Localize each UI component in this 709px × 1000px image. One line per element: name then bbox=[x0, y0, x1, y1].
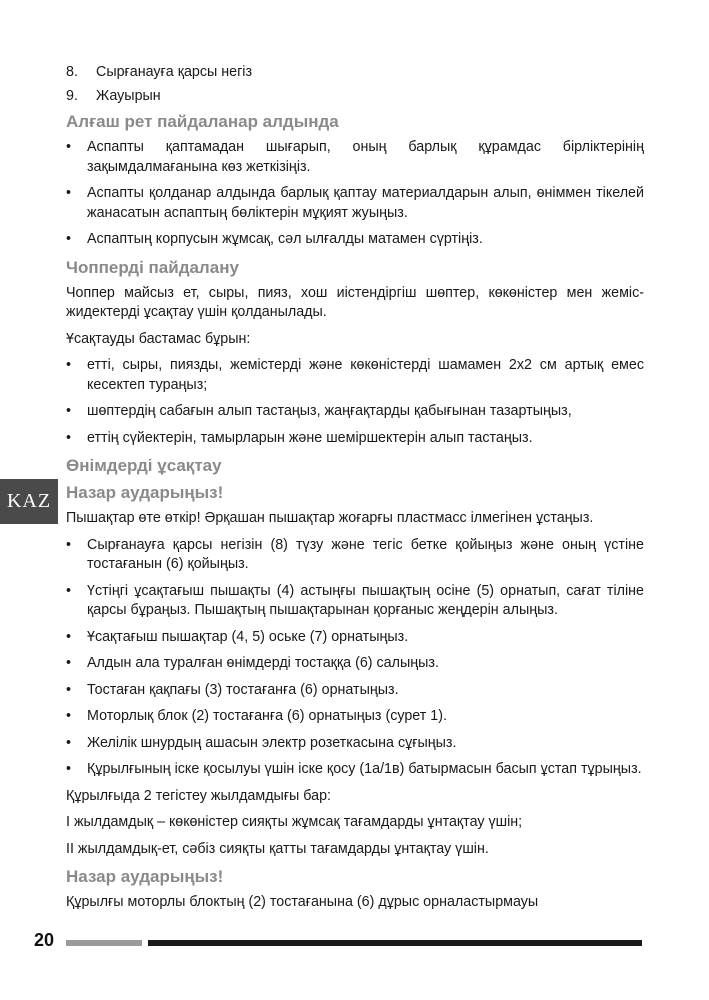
list-item: • Аспапты қолданар алдында барлық қаптау материалдарын алып, өніммен тікелей жанасатын аспаптың бөліктерін мұқият жуыңыз. bbox=[66, 185, 644, 221]
paragraph: II жылдамдық-ет, сәбіз сияқты қатты тағамдарды ұнтақтау үшін. bbox=[66, 840, 489, 857]
list-item: • етті, сыры, пиязды, жемістерді және көкөністерді шамамен 2х2 см артық емес кесектеп тураңыз; bbox=[66, 357, 644, 393]
section-heading-chopping: Өнімдерді ұсақтау bbox=[66, 456, 222, 475]
paragraph: Құрылғыда 2 тегістеу жылдамдығы бар: bbox=[66, 787, 332, 804]
paragraph: Ұсақтауды бастамас бұрын: bbox=[66, 330, 251, 347]
list-item: • Құрылғының іске қосылуы үшін іске қосу (1а/1в) батырмасын басып ұстап тұрыңыз. bbox=[66, 761, 642, 777]
chopping-steps-list bbox=[66, 536, 644, 780]
language-tab: KAZ bbox=[0, 479, 58, 524]
page-number: 20 bbox=[34, 930, 55, 950]
footer-bar-black bbox=[148, 940, 642, 946]
section-heading-chopper-use: Чопперді пайдалану bbox=[66, 257, 239, 277]
list-item bbox=[66, 63, 644, 83]
paragraph: Құрылғы моторлы блоктың (2) тостағанына (6) дұрыс орналастырмауы bbox=[66, 894, 539, 910]
warning-text: Пышақтар өте өткір! Әрқашан пышақтар жоғарғы пластмасс ілмегінен ұстаңыз. bbox=[66, 510, 594, 526]
section-heading-first-use: Алғаш рет пайдаланар алдында bbox=[66, 112, 339, 131]
list-item: • Желілік шнурдың ашасын электр розеткасына сұғыңыз. bbox=[66, 734, 457, 751]
item-number: 9. bbox=[66, 87, 78, 104]
warning-heading: Назар аударыңыз! bbox=[66, 483, 224, 502]
list-item: • Алдын ала туралған өнімдерді тостаққа (6) салыңыз. bbox=[66, 655, 439, 671]
paragraph: I жылдамдық – көкөністер сияқты жұмсақ тағамдарды ұнтақтау үшін; bbox=[66, 814, 523, 830]
list-item: • шөптердің сабағын алып тастаңыз, жаңғақтарды қабығынан тазартыңыз, bbox=[66, 403, 572, 419]
paragraph: Чоппер майсыз ет, сыры, пияз, хош иістендіргіш шөптер, көкөністер мен жеміс-жидектерді ұсақтау үшін қолданылады. bbox=[66, 284, 644, 320]
footer-bar-gray bbox=[66, 940, 142, 946]
item-text: Сырғанауға қарсы негіз bbox=[96, 64, 253, 80]
list-item: • Ұсақтағыш пышақтар (4, 5) оське (7) орнатыңыз. bbox=[66, 628, 409, 645]
first-use-list bbox=[66, 138, 644, 250]
list-item: • еттің сүйектерін, тамырларын және шеміршектерін алып тастаңыз. bbox=[66, 429, 533, 446]
list-item: • Тостаған қақпағы (3) тостағанға (6) орнатыңыз. bbox=[66, 681, 399, 698]
warning-heading: Назар аударыңыз! bbox=[66, 867, 224, 886]
item-number: 8. bbox=[66, 64, 78, 80]
item-text: Жауырын bbox=[96, 87, 161, 104]
list-item: • Сырғанауға қарсы негізін (8) түзу және тегіс бетке қойыңыз және оның үстіне тостағанын (6) қойыңыз. bbox=[66, 536, 644, 572]
list-item: • Аспаптың корпусын жұмсақ, сәл ылғалды матамен сүртіңіз. bbox=[66, 231, 483, 247]
page-content bbox=[66, 63, 644, 920]
list-item: • Үстіңгі ұсақтағыш пышақты (4) астыңғы пышақтың осіне (5) орнатып, сағат тіліне қарсы бұраңыз. Пышақтың пышақтарынан қорғаныс жеңдерін алыңыз. bbox=[66, 582, 644, 618]
list-item: • Аспапты қаптамадан шығарып, оның барлық құрамдас бірліктерінің зақымдалмағанына көз жеткізіңіз. bbox=[66, 139, 644, 175]
list-item bbox=[66, 87, 644, 107]
preparation-list bbox=[66, 356, 644, 448]
list-item: • Моторлық блок (2) тостағанға (6) орнатыңыз (сурет 1). bbox=[66, 708, 447, 724]
